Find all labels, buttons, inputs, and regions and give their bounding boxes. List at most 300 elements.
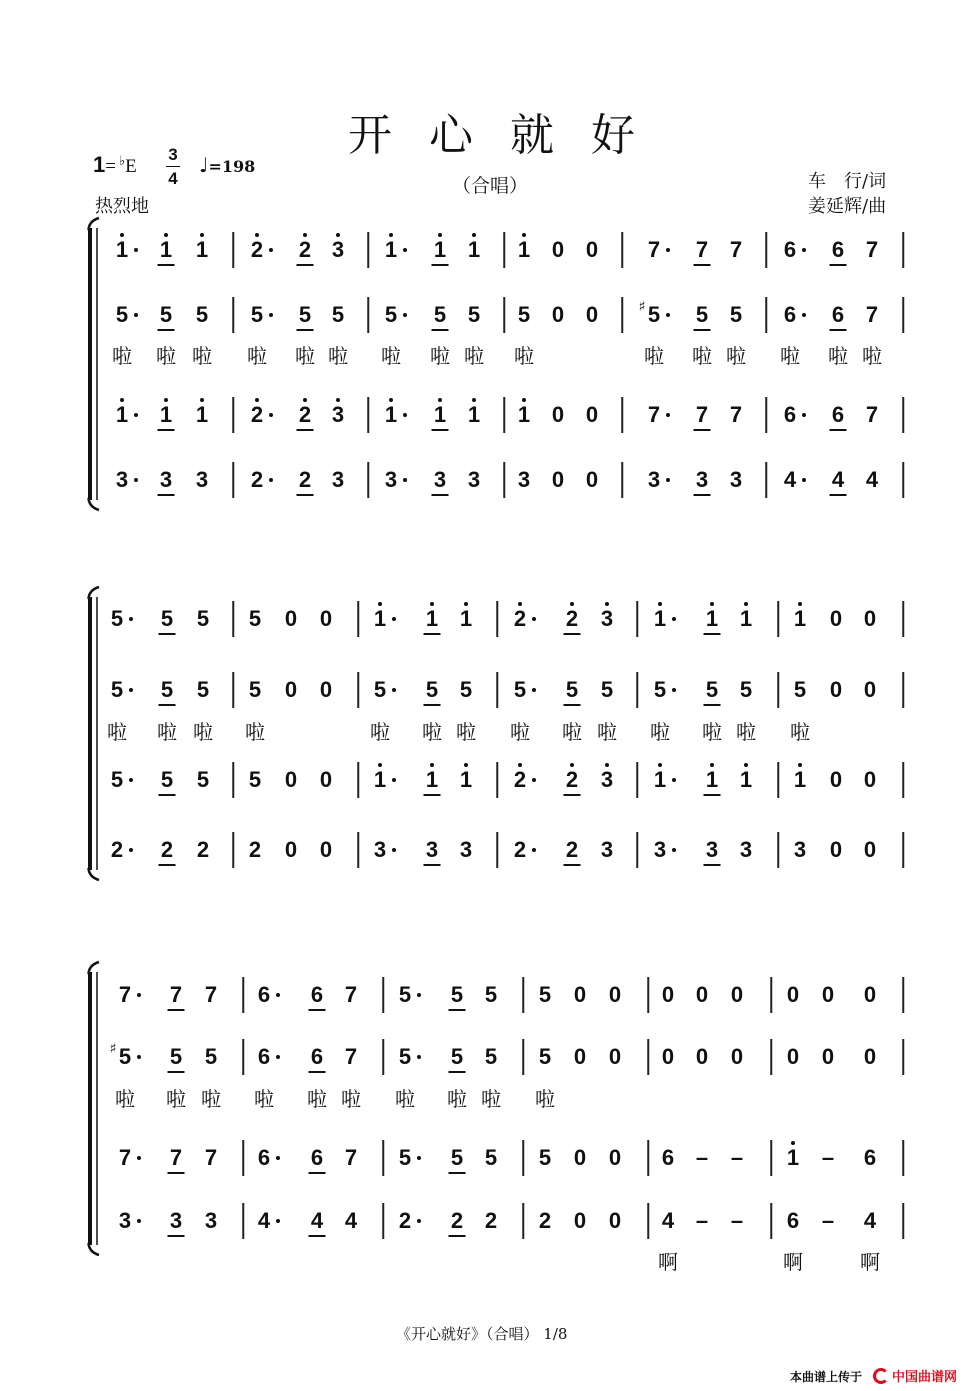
lyric-syllable: 啦 (193, 720, 213, 744)
lyric-syllable: 啦 (790, 720, 810, 744)
note: 5 (600, 677, 614, 702)
note: 3 (793, 837, 807, 862)
eighth-underline (424, 864, 441, 866)
note: 2 (298, 467, 312, 492)
octave-dot (164, 398, 168, 402)
note: 4 (257, 1208, 271, 1233)
note: 0 (585, 302, 599, 327)
note: 7 (118, 1145, 132, 1170)
note: 1 (425, 606, 439, 631)
note: 2 (538, 1208, 552, 1233)
note: 6 (257, 982, 271, 1007)
augmentation-dot (137, 1156, 141, 1160)
note: 0 (608, 1208, 622, 1233)
note: 0 (829, 837, 843, 862)
barline (902, 297, 904, 333)
system-bracket-top-hook (89, 962, 100, 974)
note: 5 (517, 302, 531, 327)
note: 6 (831, 237, 845, 262)
octave-dot (430, 602, 434, 606)
note: 3 (600, 606, 614, 631)
note: 0 (551, 402, 565, 427)
song-subtitle: （合唱） (452, 175, 529, 197)
note: 3 (600, 767, 614, 792)
augmentation-dot (392, 688, 396, 692)
note: 0 (319, 677, 333, 702)
octave-dot (605, 763, 609, 767)
eighth-underline (309, 1009, 326, 1011)
barline (367, 232, 369, 268)
note: 3 (705, 837, 719, 862)
note: 5 (248, 606, 262, 631)
octave-dot (798, 602, 802, 606)
note: 0 (284, 837, 298, 862)
octave-dot (605, 602, 609, 606)
note: 0 (319, 606, 333, 631)
barline (232, 672, 234, 708)
lyric-syllable: 啦 (395, 1087, 415, 1111)
barline (636, 832, 638, 868)
eighth-underline (449, 1172, 466, 1174)
note: 2 (250, 467, 264, 492)
eighth-underline (297, 429, 314, 431)
note: 0 (829, 767, 843, 792)
note: 2 (484, 1208, 498, 1233)
time-signature-top: 3 (168, 145, 178, 164)
note: 0 (284, 606, 298, 631)
note: 7 (344, 1044, 358, 1069)
note: 3 (169, 1208, 183, 1233)
barline (621, 232, 623, 268)
note: 5 (425, 677, 439, 702)
augmentation-dot (532, 848, 536, 852)
note: 5 (248, 767, 262, 792)
barline (522, 1140, 524, 1176)
note: 5 (398, 982, 412, 1007)
barline (357, 832, 359, 868)
eighth-underline (694, 264, 711, 266)
note: 3 (647, 467, 661, 492)
octave-dot (438, 398, 442, 402)
lyric-syllable: 啊 (658, 1250, 678, 1274)
note: 5 (398, 1145, 412, 1170)
note: 1 (115, 237, 129, 262)
eighth-underline (158, 429, 175, 431)
note: 6 (661, 1145, 675, 1170)
augmentation-dot (532, 617, 536, 621)
barline (382, 1039, 384, 1075)
note: 0 (284, 767, 298, 792)
augmentation-dot (269, 478, 273, 482)
note: 5 (538, 1145, 552, 1170)
augmentation-dot (269, 248, 273, 252)
octave-dot (255, 233, 259, 237)
system-bracket-bottom-hook (89, 498, 100, 510)
barline (232, 762, 234, 798)
note: 5 (538, 982, 552, 1007)
note: 3 (204, 1208, 218, 1233)
note: 1 (786, 1145, 800, 1170)
note: 0 (585, 237, 599, 262)
octave-dot (200, 398, 204, 402)
barline (367, 297, 369, 333)
octave-dot (518, 602, 522, 606)
eighth-underline (704, 704, 721, 706)
augmentation-dot (666, 413, 670, 417)
eighth-underline (830, 429, 847, 431)
note: 4 (863, 1208, 877, 1233)
lyric-syllable: 啦 (862, 344, 882, 368)
lyric-syllable: 啦 (692, 344, 712, 368)
quarter-note-icon: ♩ (199, 153, 209, 177)
note: 6 (863, 1145, 877, 1170)
note: 1 (195, 402, 209, 427)
system-bracket-bottom-hook (89, 868, 100, 880)
note: 1 (653, 606, 667, 631)
note: 7 (729, 237, 743, 262)
note: 1 (115, 402, 129, 427)
note: 6 (831, 302, 845, 327)
eighth-underline (830, 264, 847, 266)
note: 0 (319, 767, 333, 792)
lyric-syllable: 啦 (456, 720, 476, 744)
note: 0 (786, 982, 800, 1007)
barline (242, 1039, 244, 1075)
note: 3 (467, 467, 481, 492)
barline (765, 232, 767, 268)
eighth-underline (704, 633, 721, 635)
note: 0 (829, 677, 843, 702)
augmentation-dot (403, 313, 407, 317)
barline (503, 232, 505, 268)
lyric-syllable: 啦 (597, 720, 617, 744)
barline (765, 397, 767, 433)
barline (382, 1203, 384, 1239)
barline (777, 672, 779, 708)
barline (367, 397, 369, 433)
note: 1 (433, 402, 447, 427)
barline (232, 232, 234, 268)
augmentation-dot (392, 778, 396, 782)
note: 1 (373, 767, 387, 792)
note: 0 (695, 982, 709, 1007)
note: 1 (373, 606, 387, 631)
barline (647, 977, 649, 1013)
barline (242, 1140, 244, 1176)
octave-dot (791, 1141, 795, 1145)
note: 0 (284, 677, 298, 702)
note: 3 (729, 467, 743, 492)
note: 2 (513, 767, 527, 792)
augmentation-dot (802, 313, 806, 317)
note: 1 (459, 767, 473, 792)
lyric-syllable: 啦 (328, 344, 348, 368)
octave-dot (710, 602, 714, 606)
note: 5 (298, 302, 312, 327)
note: 6 (783, 402, 797, 427)
barline (496, 672, 498, 708)
note: 0 (730, 1044, 744, 1069)
augmentation-dot (392, 848, 396, 852)
octave-dot (472, 233, 476, 237)
note: 5 (110, 606, 124, 631)
note: 1 (739, 606, 753, 631)
expression-marking: 热烈地 (95, 196, 149, 217)
note: 6 (257, 1145, 271, 1170)
note: 7 (695, 237, 709, 262)
site-logo-text: 中国曲谱网 (892, 1370, 958, 1385)
octave-dot (255, 398, 259, 402)
octave-dot (744, 763, 748, 767)
eighth-underline (694, 494, 711, 496)
note: 4 (310, 1208, 324, 1233)
augmentation-dot (276, 1219, 280, 1223)
barline (777, 832, 779, 868)
note: 5 (459, 677, 473, 702)
octave-dot (570, 763, 574, 767)
eighth-underline (168, 1235, 185, 1237)
augmentation-dot (532, 778, 536, 782)
note: 0 (829, 606, 843, 631)
barline (232, 462, 234, 498)
eighth-underline (564, 794, 581, 796)
eighth-underline (309, 1172, 326, 1174)
octave-dot (389, 398, 393, 402)
lyric-syllable: 啊 (783, 1250, 803, 1274)
augmentation-dot (134, 248, 138, 252)
note: 1 (459, 606, 473, 631)
augmentation-dot (137, 1055, 141, 1059)
barline (902, 462, 904, 498)
note: – (695, 1145, 709, 1170)
note: 5 (250, 302, 264, 327)
note: 1 (467, 237, 481, 262)
eighth-underline (449, 1071, 466, 1073)
lyric-syllable: 啦 (562, 720, 582, 744)
upload-note: 本曲谱上传于 (790, 1370, 863, 1384)
note: 5 (647, 302, 661, 327)
barline (777, 762, 779, 798)
note: 5 (169, 1044, 183, 1069)
eighth-underline (564, 633, 581, 635)
note: 3 (459, 837, 473, 862)
note: 4 (831, 467, 845, 492)
note: 1 (705, 767, 719, 792)
note: 5 (160, 606, 174, 631)
note: 0 (551, 302, 565, 327)
augmentation-dot (403, 248, 407, 252)
lyric-syllable: 啦 (307, 1087, 327, 1111)
note: 6 (257, 1044, 271, 1069)
note: 5 (653, 677, 667, 702)
barline (902, 397, 904, 433)
barline (503, 397, 505, 433)
note: 0 (863, 677, 877, 702)
note: 3 (384, 467, 398, 492)
octave-dot (658, 602, 662, 606)
sharp-sign: ♯ (109, 1041, 117, 1057)
lyric-syllable: 啦 (464, 344, 484, 368)
lyric-syllable: 啦 (247, 344, 267, 368)
note: 3 (331, 402, 345, 427)
note: 1 (517, 402, 531, 427)
note: 3 (600, 837, 614, 862)
eighth-underline (159, 633, 176, 635)
note: 5 (565, 677, 579, 702)
note: 7 (865, 302, 879, 327)
note: 3 (195, 467, 209, 492)
augmentation-dot (666, 313, 670, 317)
octave-dot (303, 233, 307, 237)
note: 5 (110, 767, 124, 792)
note: 0 (573, 982, 587, 1007)
lyric-syllable: 啦 (115, 1087, 135, 1111)
eighth-underline (830, 329, 847, 331)
time-signature-bottom: 4 (168, 169, 178, 188)
sharp-sign: ♯ (638, 299, 646, 315)
note: 0 (661, 982, 675, 1007)
note: 1 (705, 606, 719, 631)
note: 0 (786, 1044, 800, 1069)
eighth-underline (432, 429, 449, 431)
lyric-syllable: 啦 (370, 720, 390, 744)
lyric-syllable: 啦 (828, 344, 848, 368)
augmentation-dot (137, 1219, 141, 1223)
note: 1 (159, 402, 173, 427)
note: 0 (730, 982, 744, 1007)
barline (770, 977, 772, 1013)
octave-dot (164, 233, 168, 237)
note: 0 (573, 1044, 587, 1069)
barline (765, 462, 767, 498)
augmentation-dot (276, 1156, 280, 1160)
note: 5 (484, 1044, 498, 1069)
note: 0 (551, 467, 565, 492)
barline (902, 977, 904, 1013)
note: 5 (196, 677, 210, 702)
octave-dot (438, 233, 442, 237)
barline (902, 762, 904, 798)
note: 2 (196, 837, 210, 862)
barline (902, 1039, 904, 1075)
note: 1 (159, 237, 173, 262)
octave-dot (120, 233, 124, 237)
lyric-syllable: 啦 (430, 344, 450, 368)
lyricist-credit: 车 行/词 (808, 171, 887, 192)
eighth-underline (564, 864, 581, 866)
note: 2 (565, 767, 579, 792)
lyric-syllable: 啦 (381, 344, 401, 368)
note: 0 (608, 1044, 622, 1069)
note: 5 (484, 1145, 498, 1170)
eighth-underline (424, 704, 441, 706)
octave-dot (464, 602, 468, 606)
note: 0 (573, 1145, 587, 1170)
barline (522, 1203, 524, 1239)
augmentation-dot (276, 1055, 280, 1059)
augmentation-dot (666, 248, 670, 252)
lyric-syllable: 啦 (201, 1087, 221, 1111)
note: 0 (551, 237, 565, 262)
augmentation-dot (134, 413, 138, 417)
note: 5 (160, 767, 174, 792)
note: 6 (783, 237, 797, 262)
eighth-underline (297, 264, 314, 266)
note: 1 (517, 237, 531, 262)
eighth-underline (158, 494, 175, 496)
augmentation-dot (276, 993, 280, 997)
note: 7 (204, 982, 218, 1007)
eighth-underline (168, 1009, 185, 1011)
barline (647, 1203, 649, 1239)
tempo-marking (199, 153, 255, 179)
key-equals: = (105, 156, 116, 177)
note: 5 (467, 302, 481, 327)
note: 3 (118, 1208, 132, 1233)
barline (765, 297, 767, 333)
octave-dot (464, 763, 468, 767)
octave-dot (518, 763, 522, 767)
eighth-underline (159, 864, 176, 866)
augmentation-dot (129, 688, 133, 692)
note: 5 (729, 302, 743, 327)
augmentation-dot (417, 993, 421, 997)
note: 2 (565, 606, 579, 631)
octave-dot (336, 233, 340, 237)
eighth-underline (704, 864, 721, 866)
augmentation-dot (532, 688, 536, 692)
barline (357, 672, 359, 708)
octave-dot (522, 398, 526, 402)
note: 1 (793, 606, 807, 631)
eighth-underline (158, 329, 175, 331)
key-signature (93, 151, 137, 182)
time-signature-line (166, 166, 180, 167)
barline (496, 762, 498, 798)
lyric-syllable: 啦 (341, 1087, 361, 1111)
lyric-syllable: 啦 (481, 1087, 501, 1111)
note: 5 (196, 606, 210, 631)
octave-dot (658, 763, 662, 767)
barline (496, 832, 498, 868)
note: 5 (538, 1044, 552, 1069)
note: 0 (863, 837, 877, 862)
octave-dot (336, 398, 340, 402)
note: 5 (450, 1145, 464, 1170)
song-title: 开心就好 (348, 110, 672, 161)
note: 0 (695, 1044, 709, 1069)
note: 5 (433, 302, 447, 327)
barline (647, 1140, 649, 1176)
octave-dot (389, 233, 393, 237)
barline (382, 1140, 384, 1176)
barline (503, 297, 505, 333)
note: 3 (425, 837, 439, 862)
barline (636, 601, 638, 637)
barline (636, 762, 638, 798)
lyric-syllable: 啦 (295, 344, 315, 368)
note: 7 (169, 1145, 183, 1170)
note: 4 (865, 467, 879, 492)
note: 7 (647, 402, 661, 427)
lyric-syllable: 啦 (157, 720, 177, 744)
barline (902, 1140, 904, 1176)
key-number: 1 (93, 152, 106, 177)
eighth-underline (297, 494, 314, 496)
note: 4 (783, 467, 797, 492)
note: 4 (661, 1208, 675, 1233)
note: 5 (705, 677, 719, 702)
